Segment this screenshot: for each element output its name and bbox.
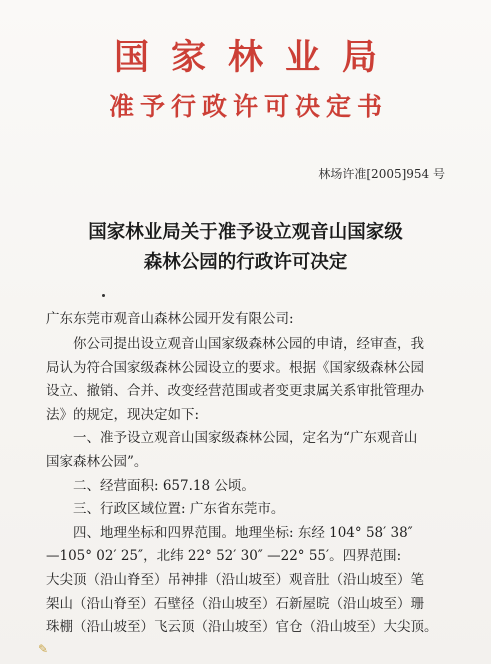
body-line: 珠棚（沿山坡至）飞云顶（沿山坡至）官仓（沿山坡至）大尖顶。 [46, 619, 438, 636]
header-organization: 国家林业局 [113, 38, 399, 78]
body-line: 二、经营面积: 657.18 公顷。 [73, 477, 255, 494]
title-line-2: 森林公园的行政许可决定 [143, 252, 348, 273]
body-line: 局认为符合国家级森林公园设立的要求。根据《国家级森林公园 [46, 359, 424, 376]
body-line: 架山（沿山脊至）石壁径（沿山坡至）石新屋晥（沿山坡至）珊 [46, 595, 424, 612]
body-line: 大尖顶（沿山脊至）吊神排（沿山坡至）观音肚（沿山坡至）笔 [46, 571, 424, 588]
body-line: 设立、撤销、合并、改变经营范围或者变更隶属关系审批管理办 [46, 383, 424, 400]
body-line: —105° 02′ 25″，北纬 22° 52′ 30″ —22° 55′。四界范围: [46, 548, 402, 565]
body-line: 国家森林公园”。 [46, 453, 148, 470]
header-document-type: 准予行政许可决定书 [108, 92, 388, 121]
title-line-1: 国家林业局关于准予设立观音山国家级 [88, 222, 403, 243]
body-line: 你公司提出设立观音山国家级森林公园的申请，经审查，我 [73, 336, 424, 352]
body-line: 法》的规定，现决定如下: [46, 406, 200, 423]
scan-dot-mark [102, 294, 105, 297]
document-number: 林场许准[2005]954 号 [318, 167, 445, 181]
addressee: 广东东莞市观音山森林公园开发有限公司: [46, 311, 294, 327]
body-line: 四、地理坐标和四界范围。地理坐标: 东经 104° 58′ 38″ [73, 524, 413, 541]
body-line: 一、准予设立观音山国家级森林公园，定名为“广东观音山 [73, 430, 418, 447]
stamp-fragment-icon: ✎ [38, 642, 49, 656]
body-line: 三、行政区域位置: 广东省东莞市。 [73, 501, 285, 518]
document-title [0, 218, 491, 278]
body-text [46, 333, 466, 640]
